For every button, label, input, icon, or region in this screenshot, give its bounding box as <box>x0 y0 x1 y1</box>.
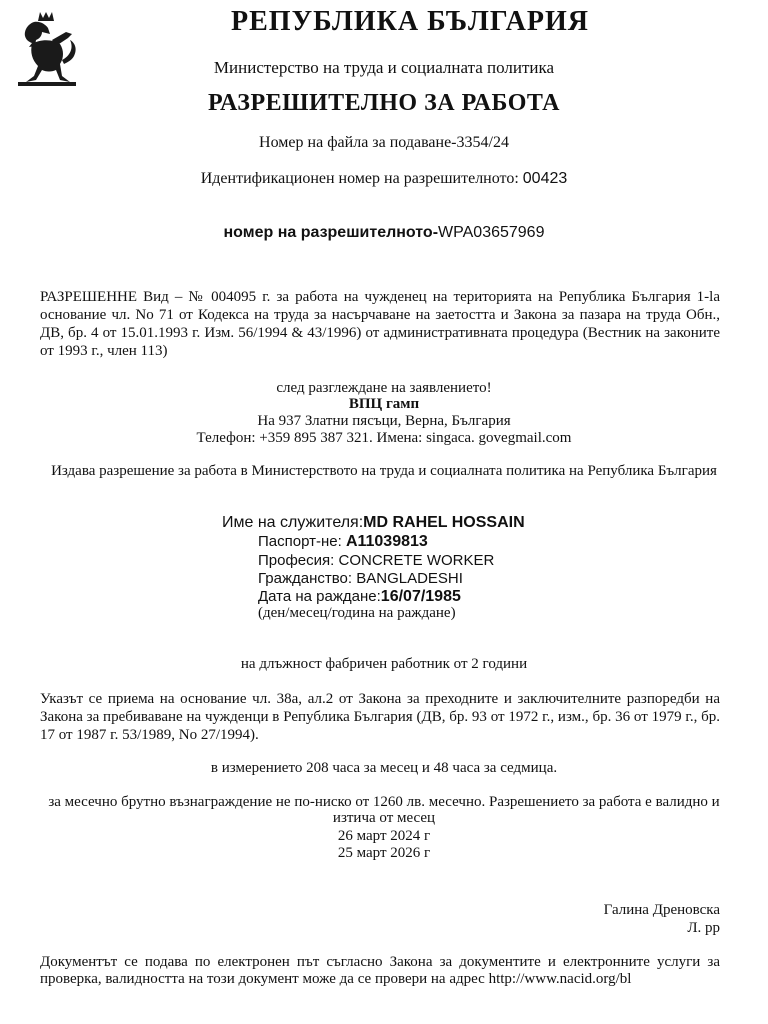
profession-value: CONCRETE WORKER <box>338 552 495 569</box>
after-review-text: след разглеждане на заявлението! <box>276 380 492 396</box>
citizenship-value: BANGLADESHI <box>356 570 463 587</box>
signatory-name: Галина Дреновска <box>603 902 720 918</box>
dob-value: 16/07/1985 <box>380 588 461 605</box>
legal-paragraph: Указът се приема на основание чл. 38а, ал.2 от Закона за преходните и заключителните разпоредби на Закона за пребиваване на чужденци в Република България (ДВ, бр. 93 от 1972 г., изм., бр. 36 от 1979 г., бр. 17 от 1987 г. 53/1989, No 27/1994). <box>40 691 720 743</box>
issue-statement: Издава разрешение за работа в Министерството на труда и социалната политика на Република България <box>51 463 717 479</box>
passport-label: Паспорт-не: <box>258 533 342 550</box>
employer-address: На 937 Златни пясъци, Верна, България <box>257 413 511 429</box>
position-text: на длъжност фабричен работник от 2 години <box>240 656 528 672</box>
dob-row <box>258 588 461 606</box>
employer-company: ВПЦ гамп <box>348 396 420 412</box>
passport-value: A11039813 <box>345 533 428 550</box>
permit-number-label: номер на разрешителното- <box>223 224 439 241</box>
permit-number-line <box>0 224 768 242</box>
signatory-note: Л. рр <box>687 920 720 936</box>
ministry-name: Министерство на труда и социалната политика <box>213 58 555 77</box>
permit-id-value: 00423 <box>522 170 568 187</box>
intro-paragraph: РАЗРЕШЕННЕ Вид – № 004095 г. за работа на чужденец на територията на Република България 1-lа основание чл. No 71 от Кодекса на труда за насърчаване на заетостта и Закона за пазара на труда Обн., ДВ, бр. 4 от 15.01.1993 г. Изм. 56/1994 & 43/1996) от административната процедура (Вестник на законите от 1993 г., член 113) <box>40 289 720 359</box>
citizenship-row <box>258 570 463 588</box>
permit-id-line <box>0 170 768 188</box>
dob-label: Дата на раждане: <box>258 588 381 605</box>
permit-id-label: Идентификационен номер на разрешителното: <box>200 170 519 187</box>
footer-verification-text: Документът се подава по електронен път съгласно Закона за документите и електронните услуги за проверка, валидността на този документ може да се провери на адрес http://www.nacid.org/bl <box>40 954 720 987</box>
employer-contact: Телефон: +359 895 387 321. Имена: singaca. govegmail.com <box>196 430 572 446</box>
dob-format-note: (ден/месец/година на раждане) <box>258 605 456 621</box>
permit-number-value: WPA03657969 <box>438 224 545 241</box>
profession-row <box>258 552 494 570</box>
passport-row <box>258 533 428 551</box>
employee-name-label: Име на служителя: <box>222 514 364 531</box>
working-hours-text: в измерението 208 часа за месец и 48 часа за седмица. <box>210 760 558 776</box>
valid-from-date: 26 март 2024 г <box>337 828 431 844</box>
employee-name-row <box>222 514 525 532</box>
citizenship-label: Гражданство: <box>258 570 353 587</box>
file-number: Номер на файла за подаване-3354/24 <box>259 134 509 151</box>
coat-of-arms-logo <box>12 10 82 90</box>
document-title: РАЗРЕШИТЕЛНО ЗА РАБОТА <box>207 90 561 116</box>
valid-to-date: 25 март 2026 г <box>337 845 431 861</box>
profession-label: Професия: <box>258 552 335 569</box>
employee-name-value: MD RAHEL HOSSAIN <box>363 514 525 531</box>
country-heading: РЕПУБЛИКА БЪЛГАРИЯ <box>231 6 589 37</box>
salary-text: за месечно брутно възнаграждение не по-ниско от 1260 лв. месечно. Разрешението за работа е валидно и изтича от месец <box>48 794 720 826</box>
